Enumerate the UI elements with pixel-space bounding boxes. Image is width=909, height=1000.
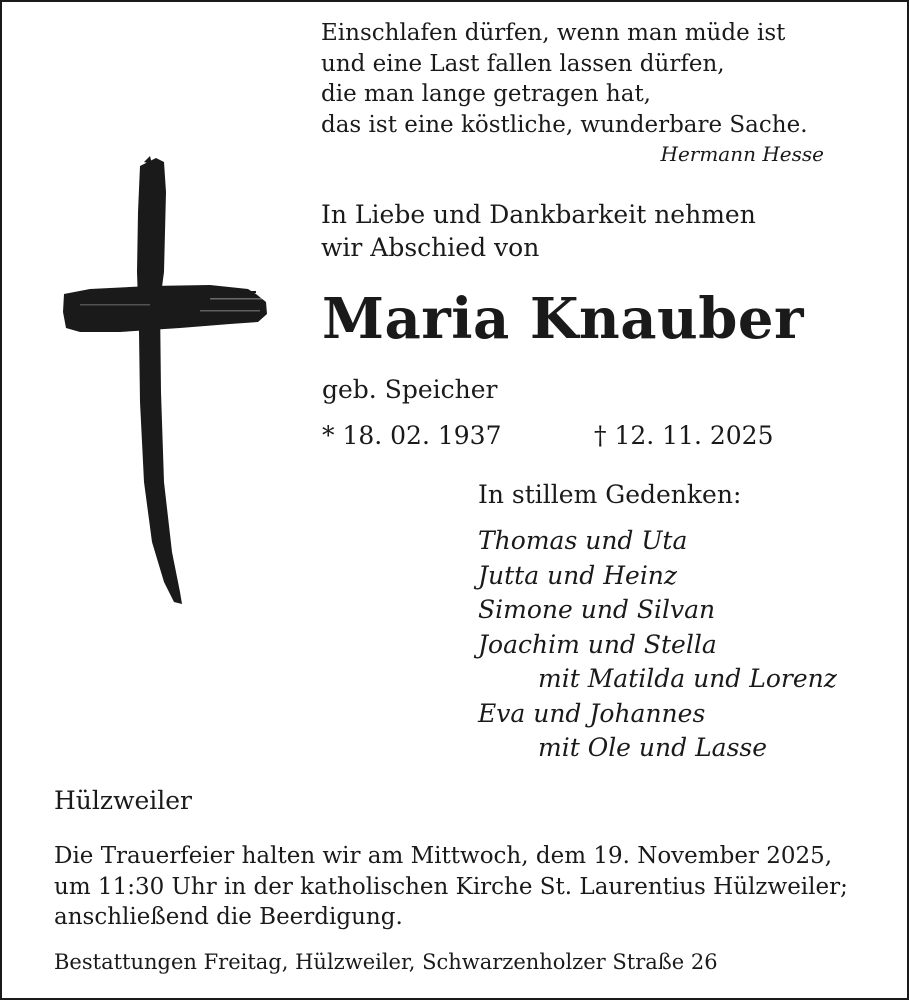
intro-text bbox=[321, 198, 756, 264]
undertaker-info: Bestattungen Freitag, Hülzweiler, Schwarzenholzer Straße 26 bbox=[54, 950, 718, 974]
place-name: Hülzweiler bbox=[54, 786, 193, 815]
intro-line: wir Abschied von bbox=[321, 233, 540, 262]
deceased-name: Maria Knauber bbox=[322, 286, 805, 352]
birth-date: * 18. 02. 1937 bbox=[322, 421, 502, 450]
mourners-list bbox=[478, 524, 837, 766]
mourner-line: Simone und Silvan bbox=[478, 595, 716, 624]
poem-line: das ist eine köstliche, wunderbare Sache. bbox=[321, 111, 808, 138]
service-line: anschließend die Beerdigung. bbox=[54, 904, 403, 930]
poem-line: die man lange getragen hat, bbox=[321, 81, 651, 107]
brush-cross-icon bbox=[60, 152, 270, 607]
mourner-line: Eva und Johannes bbox=[478, 698, 706, 728]
mourner-line: Jutta und Heinz bbox=[478, 560, 678, 590]
mourner-line: Joachim und Stella bbox=[478, 629, 717, 659]
poem-author: Hermann Hesse bbox=[660, 142, 824, 166]
poem bbox=[321, 18, 808, 140]
poem-line: und eine Last fallen lassen dürfen, bbox=[321, 50, 725, 77]
mourner-line: mit Matilda und Lorenz bbox=[538, 664, 837, 693]
mourners-title: In stillem Gedenken: bbox=[478, 480, 742, 509]
service-line: Die Trauerfeier halten wir am Mittwoch, dem 19. November 2025, bbox=[54, 843, 833, 869]
service-line: um 11:30 Uhr in der katholischen Kirche St. Laurentius Hülzweiler; bbox=[54, 873, 848, 900]
birth-name: geb. Speicher bbox=[322, 375, 498, 404]
mourner-line: mit Ole und Lasse bbox=[538, 733, 768, 762]
poem-line: Einschlafen dürfen, wenn man müde ist bbox=[321, 20, 786, 46]
funeral-service-info bbox=[54, 841, 848, 933]
intro-line: In Liebe und Dankbarkeit nehmen bbox=[321, 200, 756, 229]
death-date: † 12. 11. 2025 bbox=[594, 421, 774, 450]
mourner-line: Thomas und Uta bbox=[478, 526, 688, 555]
